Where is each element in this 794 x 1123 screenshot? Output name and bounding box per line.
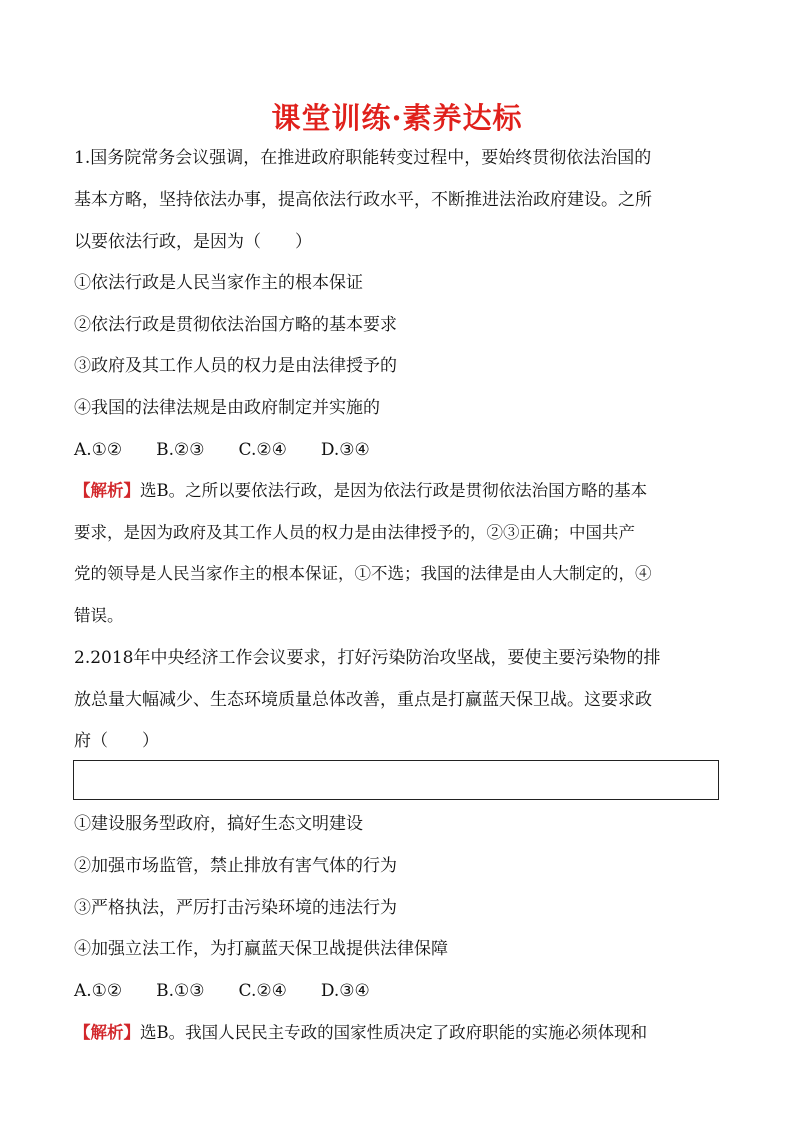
q1-analysis-line-1 <box>74 479 734 503</box>
q1-option-2: ②依法行政是贯彻依法治国方略的基本要求 <box>74 315 397 335</box>
q1-analysis-line-4: 错误。 <box>74 606 124 625</box>
q1-stem-line-1: 1.国务院常务会议强调，在推进政府职能转变过程中，要始终贯彻依法治国的 <box>74 148 652 168</box>
q2-option-2: ②加强市场监管，禁止排放有害气体的行为 <box>74 856 397 876</box>
q2-analysis-tag: 【解析】 <box>74 1023 140 1042</box>
page-title: 课堂训练·素养达标 <box>271 101 523 135</box>
q2-analysis-text-1: 选B。我国人民民主专政的国家性质决定了政府职能的实施必须体现和 <box>140 1023 648 1042</box>
q1-analysis-tag: 【解析】 <box>74 481 140 500</box>
q2-option-1: ①建设服务型政府，搞好生态文明建设 <box>74 814 363 834</box>
answer-blank-box <box>73 760 719 800</box>
q2-stem-line-1: 2.2018年中央经济工作会议要求，打好污染防治攻坚战，要使主要污染物的排 <box>74 648 661 668</box>
q1-stem-line-3: 以要依法行政，是因为（ ） <box>74 232 312 252</box>
q2-analysis-line-1 <box>74 1021 734 1045</box>
q1-option-4: ④我国的法律法规是由政府制定并实施的 <box>74 398 380 418</box>
q2-stem-line-2: 放总量大幅减少、生态环境质量总体改善，重点是打赢蓝天保卫战。这要求政 <box>74 690 652 710</box>
q1-choices: A.①② B.②③ C.②④ D.③④ <box>74 440 370 460</box>
q1-option-1: ①依法行政是人民当家作主的根本保证 <box>74 273 363 293</box>
q1-option-3: ③政府及其工作人员的权力是由法律授予的 <box>74 356 397 376</box>
q1-analysis-line-3: 党的领导是人民当家作主的根本保证，①不选；我国的法律是由人大制定的，④ <box>74 564 652 583</box>
q2-stem-line-3: 府（ ） <box>74 731 159 751</box>
q1-analysis-line-2: 要求，是因为政府及其工作人员的权力是由法律授予的，②③正确；中国共产 <box>74 523 635 542</box>
q1-analysis-text-1: 选B。之所以要依法行政，是因为依法行政是贯彻依法治国方略的基本 <box>140 481 648 500</box>
q2-option-4: ④加强立法工作，为打赢蓝天保卫战提供法律保障 <box>74 939 448 959</box>
q1-stem-line-2: 基本方略，坚持依法办事，提高依法行政水平，不断推进法治政府建设。之所 <box>74 190 652 210</box>
q2-option-3: ③严格执法，严厉打击污染环境的违法行为 <box>74 898 397 918</box>
q2-choices: A.①② B.①③ C.②④ D.③④ <box>74 981 370 1001</box>
